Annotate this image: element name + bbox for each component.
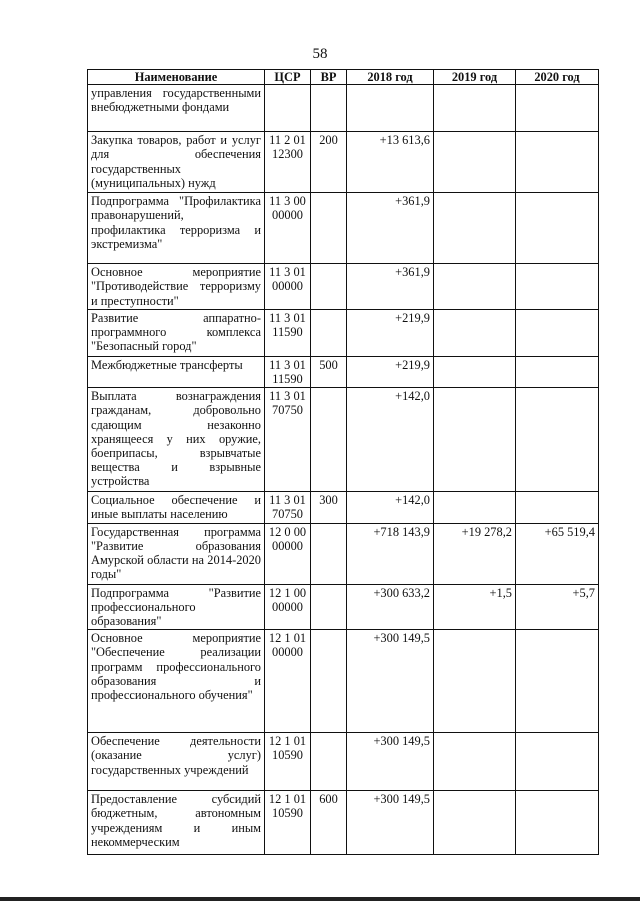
cell-vr: 500	[311, 356, 347, 387]
cell-2020	[516, 85, 599, 132]
cell-vr: 200	[311, 132, 347, 193]
cell-2018: +219,9	[347, 309, 434, 356]
cell-2019	[434, 264, 516, 310]
header-2019: 2019 год	[434, 70, 516, 85]
cell-2019	[434, 309, 516, 356]
table-header-row	[88, 70, 599, 85]
cell-2020: +65 519,4	[516, 523, 599, 584]
cell-name: Государственная программа "Развитие образования Амурской области на 2014-2020 годы"	[88, 523, 265, 584]
cell-name: Социальное обеспечение и иные выплаты населению	[88, 492, 265, 523]
header-csr: ЦСР	[265, 70, 311, 85]
cell-2018: +361,9	[347, 193, 434, 264]
cell-name: Подпрограмма "Профилактика правонарушений, профилактика терроризма и экстремизма"	[88, 193, 265, 264]
cell-csr	[265, 85, 311, 132]
cell-2019	[434, 132, 516, 193]
cell-name: Основное мероприятие "Обеспечение реализации программ профессионального образования и профессионального обучения"	[88, 630, 265, 733]
header-2018: 2018 год	[347, 70, 434, 85]
cell-csr: 12 1 01 10590	[265, 791, 311, 855]
header-name: Наименование	[88, 70, 265, 85]
cell-2018: +361,9	[347, 264, 434, 310]
cell-vr	[311, 523, 347, 584]
cell-2018: +219,9	[347, 356, 434, 387]
cell-csr: 12 1 01 10590	[265, 733, 311, 791]
table-row	[88, 492, 599, 523]
cell-2018	[347, 85, 434, 132]
cell-vr	[311, 85, 347, 132]
cell-2019	[434, 733, 516, 791]
cell-name: Предоставление субсидий бюджетным, автономным учреждениям и иным некоммерческим	[88, 791, 265, 855]
table-row	[88, 733, 599, 791]
cell-2019	[434, 388, 516, 492]
cell-2019	[434, 85, 516, 132]
cell-name: Подпрограмма "Развитие профессионального образования"	[88, 584, 265, 630]
cell-2018: +142,0	[347, 388, 434, 492]
cell-2020	[516, 492, 599, 523]
table-body	[88, 85, 599, 855]
cell-vr	[311, 388, 347, 492]
table-row	[88, 630, 599, 733]
table-row	[88, 264, 599, 310]
cell-2020	[516, 388, 599, 492]
cell-csr: 11 2 01 12300	[265, 132, 311, 193]
cell-vr	[311, 584, 347, 630]
cell-vr	[311, 264, 347, 310]
cell-name: Закупка товаров, работ и услуг для обеспечения государственных (муниципальных) нужд	[88, 132, 265, 193]
cell-2020	[516, 733, 599, 791]
cell-name: Выплата вознаграждения гражданам, добровольно сдающим незаконно хранящееся у них оружие, боеприпасы, взрывчатые вещества и взрывные устройства	[88, 388, 265, 492]
page-number: 58	[312, 46, 328, 62]
cell-vr	[311, 630, 347, 733]
cell-name: управления государственными внебюджетными фондами	[88, 85, 265, 132]
cell-2020	[516, 193, 599, 264]
cell-2018: +718 143,9	[347, 523, 434, 584]
cell-2018: +300 149,5	[347, 733, 434, 791]
cell-name: Развитие аппаратно-программного комплекса "Безопасный город"	[88, 309, 265, 356]
table-row	[88, 791, 599, 855]
cell-name: Основное мероприятие "Противодействие терроризму и преступности"	[88, 264, 265, 310]
cell-csr: 12 1 00 00000	[265, 584, 311, 630]
header-vr: ВР	[311, 70, 347, 85]
cell-2019	[434, 356, 516, 387]
table-row	[88, 523, 599, 584]
cell-vr	[311, 193, 347, 264]
cell-2019: +19 278,2	[434, 523, 516, 584]
cell-2019	[434, 791, 516, 855]
cell-csr: 11 3 00 00000	[265, 193, 311, 264]
cell-name: Межбюджетные трансферты	[88, 356, 265, 387]
cell-2020	[516, 309, 599, 356]
cell-2020	[516, 132, 599, 193]
scan-edge	[0, 897, 640, 901]
cell-2019	[434, 630, 516, 733]
cell-2019	[434, 193, 516, 264]
cell-2018: +300 149,5	[347, 791, 434, 855]
cell-vr: 300	[311, 492, 347, 523]
cell-vr: 600	[311, 791, 347, 855]
table-row	[88, 584, 599, 630]
header-2020: 2020 год	[516, 70, 599, 85]
cell-2018: +142,0	[347, 492, 434, 523]
table-row	[88, 85, 599, 132]
cell-csr: 11 3 01 11590	[265, 356, 311, 387]
cell-2020	[516, 630, 599, 733]
cell-csr: 11 3 01 70750	[265, 388, 311, 492]
table-row	[88, 388, 599, 492]
cell-2020	[516, 791, 599, 855]
cell-2018: +13 613,6	[347, 132, 434, 193]
budget-table	[87, 69, 599, 855]
cell-2020	[516, 264, 599, 310]
cell-csr: 11 3 01 70750	[265, 492, 311, 523]
table-row	[88, 132, 599, 193]
cell-2019	[434, 492, 516, 523]
cell-vr	[311, 733, 347, 791]
table-row	[88, 356, 599, 387]
cell-2020: +5,7	[516, 584, 599, 630]
table-row	[88, 309, 599, 356]
cell-2020	[516, 356, 599, 387]
cell-2018: +300 149,5	[347, 630, 434, 733]
cell-csr: 12 1 01 00000	[265, 630, 311, 733]
table-row	[88, 193, 599, 264]
cell-2019: +1,5	[434, 584, 516, 630]
cell-2018: +300 633,2	[347, 584, 434, 630]
cell-csr: 12 0 00 00000	[265, 523, 311, 584]
cell-csr: 11 3 01 11590	[265, 309, 311, 356]
cell-vr	[311, 309, 347, 356]
cell-name: Обеспечение деятельности (оказание услуг) государственных учреждений	[88, 733, 265, 791]
cell-csr: 11 3 01 00000	[265, 264, 311, 310]
